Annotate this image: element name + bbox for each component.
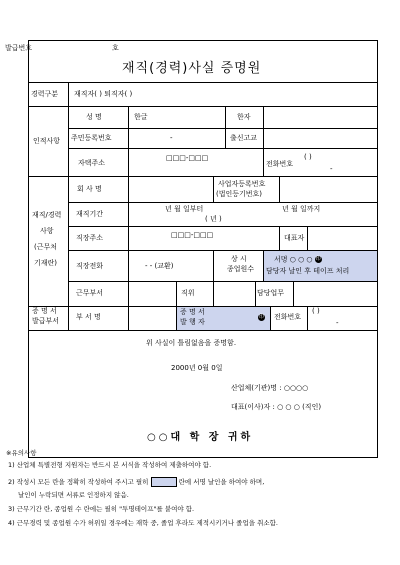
- employees-label-2: 종업원수: [227, 265, 255, 273]
- bizno-label-2: (법인등기번호): [216, 190, 263, 198]
- phone-dash: -: [330, 165, 333, 173]
- issuer-person-label-2: 발 행 자: [180, 318, 205, 326]
- note-2-cont: 날인이 누락되면 서류로 인정하지 않음.: [18, 491, 129, 499]
- name-label: 성 명: [86, 113, 102, 121]
- issuer-person-label-1: 증 명 서: [180, 308, 205, 316]
- period-to[interactable]: 년 월 일까지: [282, 205, 321, 213]
- issue-no-label: 발급번호: [5, 44, 33, 52]
- notes-title: ※유의사항: [6, 449, 37, 457]
- position-label: 직위: [181, 289, 195, 297]
- hanja-label: 한자: [237, 113, 251, 121]
- employment-section-label-4: 기재란): [34, 259, 58, 267]
- career-label: 경력구분: [31, 90, 59, 98]
- workplace-label: 직장주소: [76, 234, 104, 242]
- duty-label: 담당업무: [257, 289, 285, 297]
- personal-section-label: 인적사항: [33, 137, 61, 145]
- workplace-value[interactable]: □□□-□□□: [171, 231, 214, 239]
- company-label: 회 사 명: [77, 185, 102, 193]
- period-from[interactable]: 년 월 일부터: [165, 205, 204, 213]
- bizno-label-1: 사업자등록번호: [218, 180, 266, 188]
- note-2: 2) 작성시 모든 란을 정확히 작성하여 주시고 필히 란에 서명 날인을 하여야 하며,: [8, 478, 265, 486]
- work-phone-value[interactable]: - - (교환): [145, 262, 174, 270]
- seal-stamp-icon: 印: [315, 256, 321, 262]
- note-1: 1) 산업체 특별전형 지원자는 반드시 본 서식을 작성하여 제출하여야 함.: [8, 461, 212, 469]
- hangul-label: 한글: [134, 113, 148, 121]
- issuer-stamp-icon: 印: [258, 314, 264, 320]
- page-title: 재직(경력)사실 증명원: [122, 61, 262, 76]
- issuer-phone-value[interactable]: ( ): [312, 307, 320, 315]
- employment-section-label-1: 재직/경력: [32, 211, 62, 219]
- address-value[interactable]: □□□-□□□: [166, 154, 209, 162]
- school-label: 출신고교: [230, 134, 258, 142]
- note-4: 4) 근무경력 및 종업원 수가 허위일 경우에는 재학 중, 졸업 후라도 제적시키거나 졸업을 취소함.: [8, 519, 278, 527]
- issuer-section-label-1: 증 명 서: [32, 307, 57, 315]
- work-phone-label: 직장전화: [76, 262, 104, 270]
- career-value[interactable]: 재직자( ) 퇴직자( ): [74, 90, 133, 98]
- highlight-swatch: [151, 477, 177, 487]
- issuer-dept-label: 부 서 명: [76, 313, 101, 321]
- addressee: ○○대 학 장 귀하: [147, 432, 254, 443]
- issue-no-suffix: 호: [112, 44, 119, 52]
- certify-statement: 위 사실이 틀림없음을 증명함.: [146, 339, 237, 347]
- issuer-phone-dash: -: [336, 319, 339, 327]
- certify-date: 2000년 0월 0일: [171, 364, 223, 372]
- seal-line: 서명 ○ ○ ○ 印: [274, 255, 321, 264]
- rrn-label: 주민등록번호: [71, 134, 112, 142]
- note-3: 3) 근무기간 란, 종업원 수 란에는 필히 "투명테이프"를 붙여야 함.: [8, 505, 195, 513]
- form-table: [28, 40, 378, 458]
- certify-company: 산업체(기관)명 : ○○○○: [231, 384, 309, 392]
- seal-note: 담당자 날인 후 테이프 처리: [266, 267, 350, 275]
- issuer-phone-label: 전화번호: [274, 313, 302, 321]
- phone-label: 전화번호: [266, 160, 294, 168]
- period-label: 재직기간: [76, 210, 104, 218]
- phone-value[interactable]: ( ): [304, 153, 312, 161]
- ceo-label: 대표자: [284, 234, 305, 242]
- employees-label-1: 상 시: [231, 255, 247, 263]
- certify-ceo: 대표(이사)자 : ○ ○ ○ (직인): [231, 403, 322, 411]
- rrn-dash: -: [170, 134, 173, 142]
- dept-label: 근무부서: [76, 289, 104, 297]
- employment-section-label-2: 사항: [40, 227, 54, 235]
- employment-section-label-3: (근무처: [34, 243, 58, 251]
- address-label: 자택주소: [78, 159, 106, 167]
- period-total[interactable]: ( 년 ): [205, 215, 222, 223]
- issuer-section-label-2: 발급부서: [32, 317, 60, 325]
